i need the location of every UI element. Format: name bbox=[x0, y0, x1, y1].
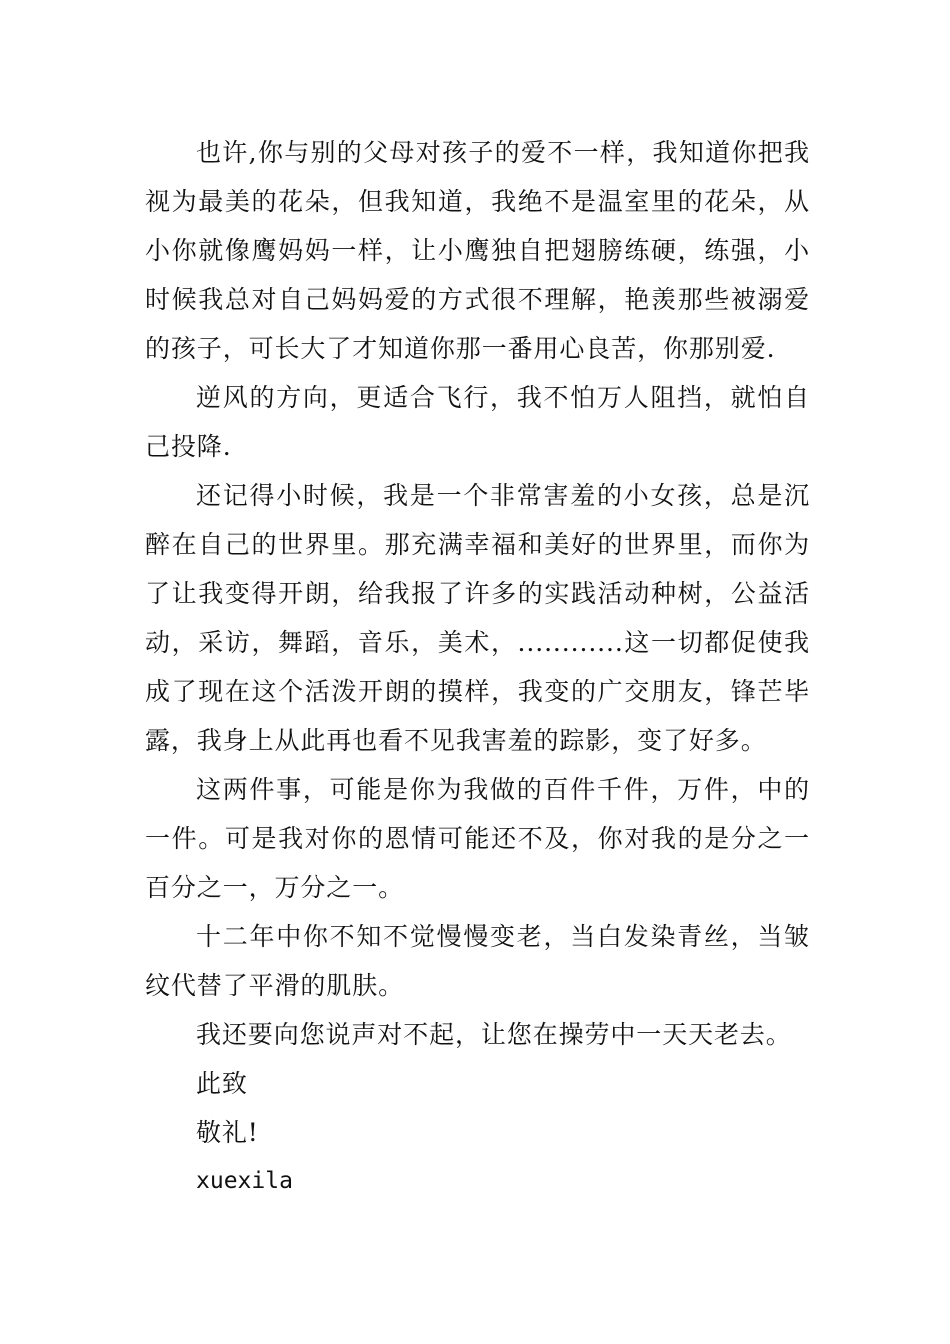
paragraph-6: 我还要向您说声对不起，让您在操劳中一天天老去。 bbox=[196, 1020, 792, 1049]
paragraph-4: 这两件事，可能是你为我做的百件千件，万件，中的一件。可是我对你的恩情可能还不及，你对我的是分之一百分之一，万分之一。 bbox=[145, 775, 810, 902]
paragraph-2: 逆风的方向，更适合飞行，我不怕万人阻挡，就怕自己投降. bbox=[145, 383, 810, 461]
signature: xuexila bbox=[196, 1168, 293, 1194]
closing-respect: 敬礼! bbox=[196, 1118, 259, 1147]
paragraph-3: 还记得小时候，我是一个非常害羞的小女孩，总是沉醉在自己的世界里。那充满幸福和美好的世界里，而你为了让我变得开朗，给我报了许多的实践活动种树，公益活动，采访，舞蹈，音乐，美术，............这一切都促使我成了现在这个活泼开朗的摸样，我变的广交朋友，锋芒毕露，我身上从此再也看不见我害羞的踪影，变了好多。 bbox=[145, 481, 810, 755]
letter-body bbox=[145, 128, 810, 1206]
paragraph-1: 也许,你与别的父母对孩子的爱不一样，我知道你把我视为最美的花朵，但我知道，我绝不是温室里的花朵，从小你就像鹰妈妈一样，让小鹰独自把翅膀练硬，练强，小时候我总对自己妈妈爱的方式很不理解，艳羡那些被溺爱的孩子，可长大了才知道你那一番用心良苦，你那别爱. bbox=[145, 138, 810, 363]
closing-salutation: 此致 bbox=[196, 1069, 248, 1098]
paragraph-5: 十二年中你不知不觉慢慢变老，当白发染青丝，当皱纹代替了平滑的肌肤。 bbox=[145, 922, 810, 1000]
